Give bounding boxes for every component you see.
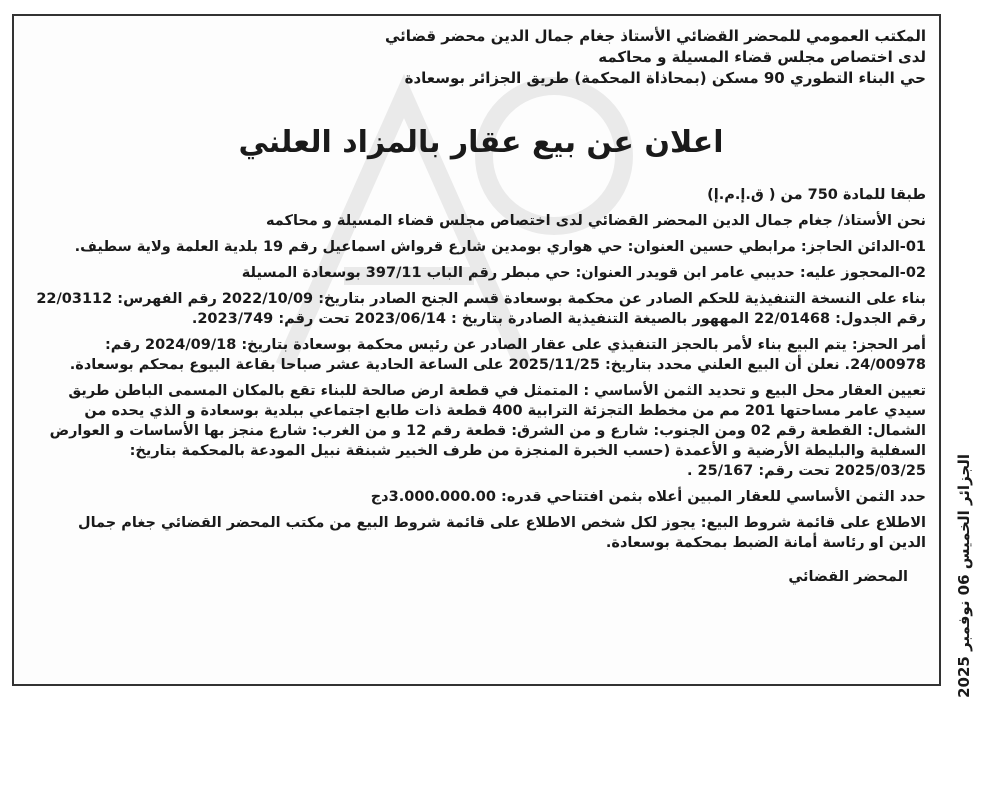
notice-content — [36, 26, 926, 587]
office-name: المكتب العمومي للمحضر القضائي الأستاذ جغام جمال الدين محضر قضائي — [385, 27, 926, 45]
office-address: حي البناء التطوري 90 مسكن (بمحاذاة المحكمة) طريق الجزائر بوسعادة — [404, 69, 926, 87]
newspaper-side-strip — [941, 14, 987, 698]
notice-frame — [12, 14, 941, 686]
office-jurisdiction: لدى اختصاص مجلس قضاء المسيلة و محاكمه — [598, 48, 926, 66]
debtor-info: 02-المحجوز عليه: حديبي عامر ابن قويدر العنوان: حي مبطر رقم الباب 397/11 بوسعادة المسيلة — [241, 265, 926, 281]
conditions-consultation: الاطلاع على قائمة شروط البيع: يجوز لكل شخص الاطلاع على قائمة شروط البيع من مكتب المحضر القضائي جغام جمال الدين او رئاسة أمانة الضبط بمحكمة بوسعادة. — [78, 515, 926, 551]
starting-price: حدد الثمن الأساسي للعقار المبين أعلاه بثمن افتتاحي قدره: 3.000.000.00دج — [370, 489, 926, 505]
creditor-info: 01-الدائن الحاجز: مرابطي حسين العنوان: حي هواري بومدين شارع قرواش اسماعيل رقم 19 بلدية العلمة ولاية سطيف. — [74, 239, 926, 255]
judgment-reference: بناء على النسخة التنفيذية للحكم الصادر عن محكمة بوسعادة قسم الجنح الصادر بتاريخ: 2022/10/09 رقم الفهرس: 22/03112 رقم الجدول: 22/01468 المههور بالصيغة التنفيذية الصادرة بتاريخ : 2023/06/14 تحت رقم: 2023/749. — [36, 291, 926, 327]
seizure-order: أمر الحجز: يتم البيع بناء لأمر بالحجز التنفيذي على عقار الصادر عن رئيس محكمة بوسعادة بتاريخ: 2024/09/18 رقم: 24/00978. نعلن أن البيع العلني محدد بتاريخ: 2025/11/25 على الساعة الحادية عشر صباحا بقاعة البيوع بمحكم بوسعادة. — [69, 337, 926, 373]
publication-date-text: الجزائر الخميس 06 نوفمبر 2025 — [955, 454, 973, 698]
bailiff-statement: نحن الأستاذ/ جغام جمال الدين المحضر القضائي لدى اختصاص مجلس قضاء المسيلة و محاكمه — [266, 213, 926, 229]
signature: المحضر القضائي — [788, 569, 908, 585]
property-description: تعيين العقار محل البيع و تحديد الثمن الأساسي : المتمثل في قطعة ارض صالحة للبناء تقع بالمكان المسمى الباطن طريق سيدي عامر مساحتها 201 مم من مخطط التجزئة الترابية 400 قطعة ذات طابع اجتماعي ببلدية بوسعادة و الذي يحده من الشمال: القطعة رقم 02 ومن الجنوب: شارع و من الشرق: قطعة رقم 12 و من الغرب: شارع منجز بها الأساسات و العوارض السفلية والبليطة الأرضية و الأعمدة (حسب الخبرة المنجزة من طرف الخبير شبنقة نبيل المودعة بالمحكمة بتاريخ: 2025/03/25 تحت رقم: 25/167 . — [49, 383, 926, 479]
legal-basis: طبقا للمادة 750 من ( ق.إ.م.إ) — [707, 187, 926, 203]
notice-title: اعلان عن بيع عقار بالمزاد العلني — [238, 125, 724, 160]
